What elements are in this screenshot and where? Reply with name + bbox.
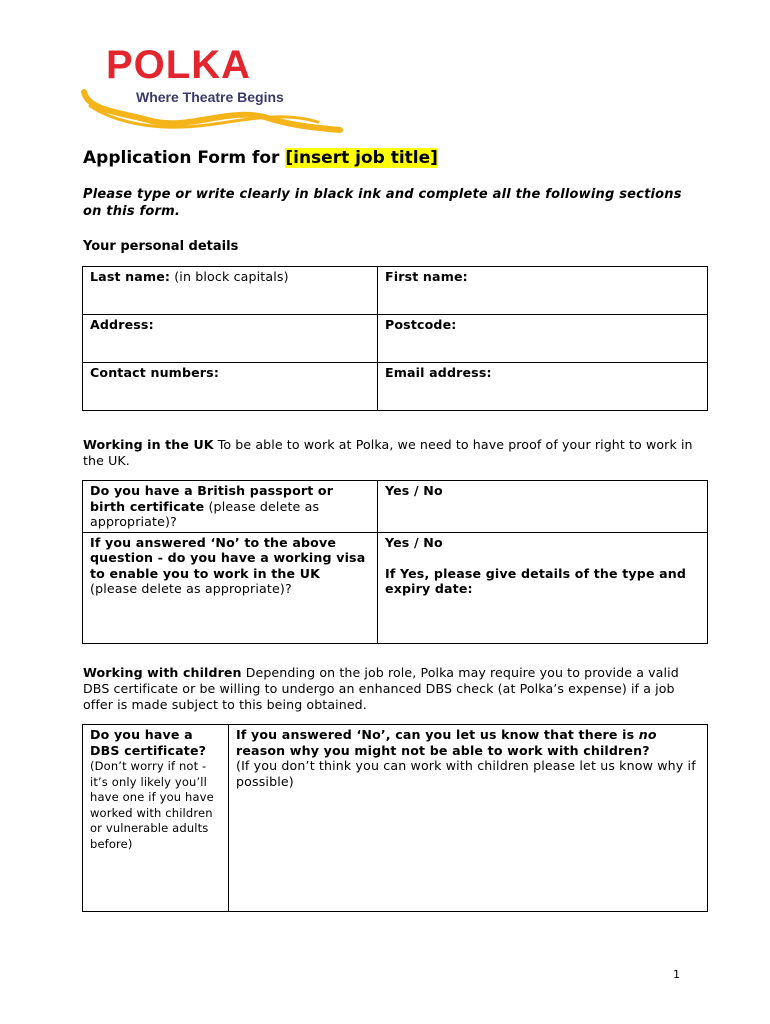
working-with-children-section: Working with children Depending on the job role, Polka may require you to provide a valid DBS certificate or be willing to undergo an enhanced DBS check (at Polka’s expense) if a job offer is made subject to this being obtained. [83, 665, 679, 712]
job-title-placeholder: [insert job title] [285, 148, 438, 168]
email-address-field[interactable]: Email address: [378, 363, 708, 411]
working-in-uk-section: Working in the UK To be able to work at Polka, we need to have proof of your right to work in the UK. [83, 437, 693, 468]
dbs-table [82, 724, 708, 912]
instructions: Please type or write clearly in black ink and complete all the following sections on this form. [83, 187, 682, 219]
visa-answer-field[interactable]: Yes / No If Yes, please give details of the type and expiry date: [378, 532, 708, 643]
contact-numbers-field[interactable]: Contact numbers: [83, 363, 378, 411]
dbs-answer-field[interactable]: If you answered ‘No’, can you let us know that there is no reason why you might not be able to work with children? (If you don’t think you can work with children please let us know why if possible) [229, 725, 708, 912]
first-name-field[interactable]: First name: [378, 267, 708, 315]
personal-details-heading: Your personal details [83, 239, 239, 254]
postcode-field[interactable]: Postcode: [378, 315, 708, 363]
right-to-work-table [82, 480, 708, 644]
working-with-children-heading: Working with children [83, 665, 242, 680]
visa-details-prompt: If Yes, please give details of the type and expiry date: [385, 565, 687, 596]
logo-tagline: Where Theatre Begins [136, 89, 284, 105]
working-in-uk-heading: Working in the UK [83, 437, 214, 452]
address-field[interactable]: Address: [83, 315, 378, 363]
passport-answer-field[interactable]: Yes / No [378, 481, 708, 533]
dbs-question: Do you have a DBS certificate? (Don’t worry if not - it’s only likely you’ll have one if you have worked with children or vulnerable adults before) [83, 725, 229, 912]
page-number: 1 [673, 968, 680, 981]
passport-question: Do you have a British passport or birth certificate (please delete as appropriate)? [83, 481, 378, 533]
form-title [83, 148, 438, 168]
polka-logo [78, 40, 348, 140]
last-name-field[interactable]: Last name: (in block capitals) [83, 267, 378, 315]
title-prefix: Application Form for [83, 148, 286, 168]
personal-details-table [82, 266, 708, 411]
logo-brand: POLKA [106, 43, 251, 87]
visa-question: If you answered ‘No’ to the above question - do you have a working visa to enable you to work in the UK (please delete as appropriate)? [83, 532, 378, 643]
